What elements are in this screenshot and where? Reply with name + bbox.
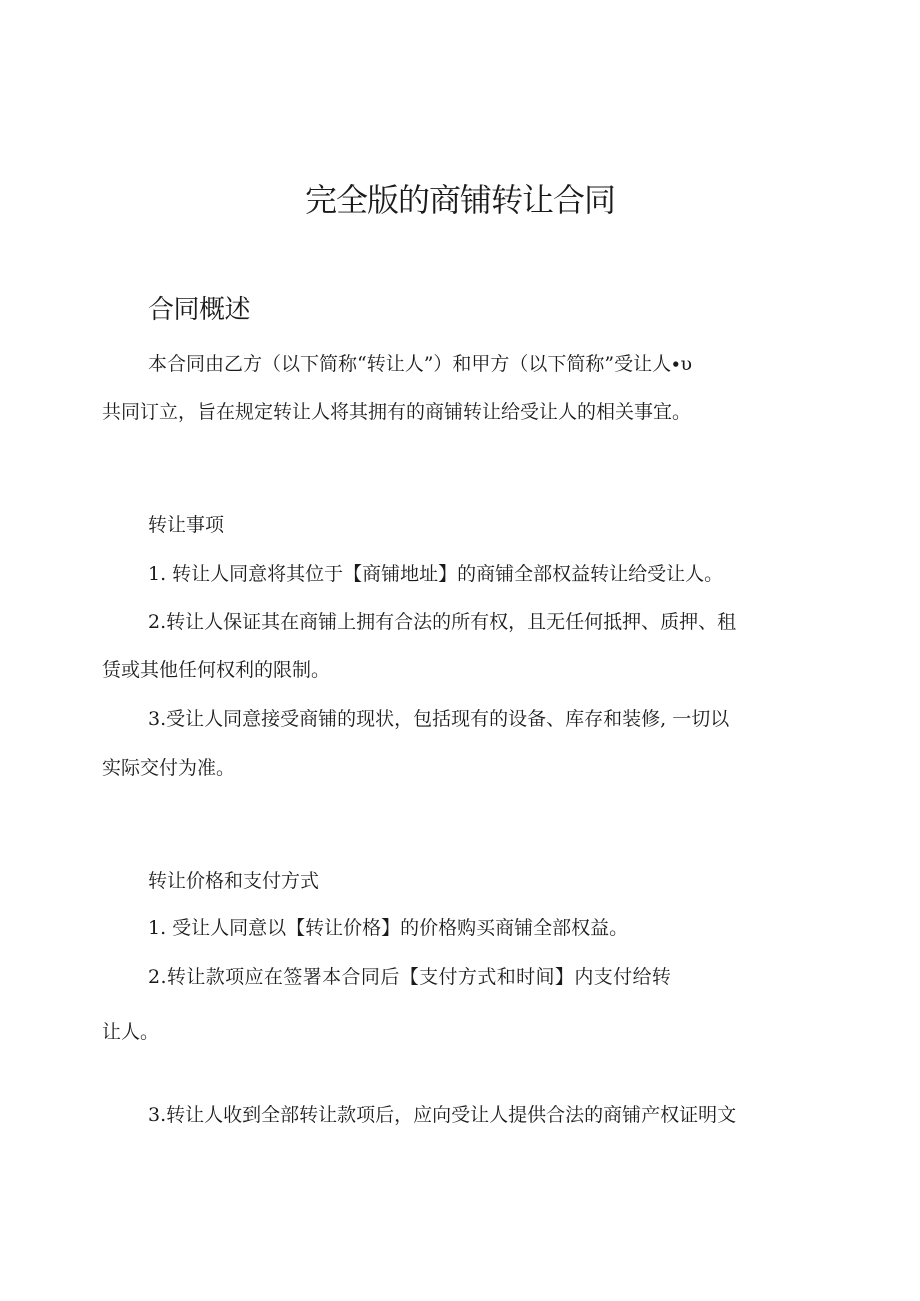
transfer-item-2-line-1: 2.转让人保证其在商铺上拥有合法的所有权，且无任何抵押、质押、租	[148, 611, 737, 633]
section-heading-price-payment: 转让价格和支付方式	[148, 870, 320, 892]
price-item-3-line-1: 3.转让人收到全部转让款项后，应向受让人提供合法的商铺产权证明文	[148, 1104, 737, 1126]
overview-paragraph-line-1: 本合同由乙方（以下简称“转让人”）和甲方（以下简称”受让人∙υ	[148, 353, 693, 375]
overview-paragraph-line-2: 共同订立，旨在规定转让人将其拥有的商铺转让给受让人的相关事宜。	[102, 401, 692, 423]
document-title: 完全版的商铺转让合同	[304, 181, 615, 219]
transfer-item-2-line-2: 赁或其他任何权利的限制。	[102, 659, 331, 681]
transfer-item-3-line-2: 实际交付为准。	[102, 757, 236, 779]
section-heading-overview: 合同概述	[148, 295, 251, 325]
price-item-2-line-1: 2.转让款项应在签署本合同后【支付方式和时间】内支付给转	[148, 966, 672, 988]
price-item-1: 1. 受让人同意以【转让价格】的价格购买商铺全部权益。	[148, 917, 629, 939]
transfer-item-1: 1. 转让人同意将其位于【商铺地址】的商铺全部权益转让给受让人。	[148, 563, 724, 585]
transfer-item-3-line-1: 3.受让人同意接受商铺的现状，包括现有的设备、库存和装修, 一切以	[148, 708, 730, 730]
section-heading-transfer-items: 转让事项	[148, 514, 225, 536]
price-item-2-line-2: 让人。	[102, 1021, 160, 1043]
